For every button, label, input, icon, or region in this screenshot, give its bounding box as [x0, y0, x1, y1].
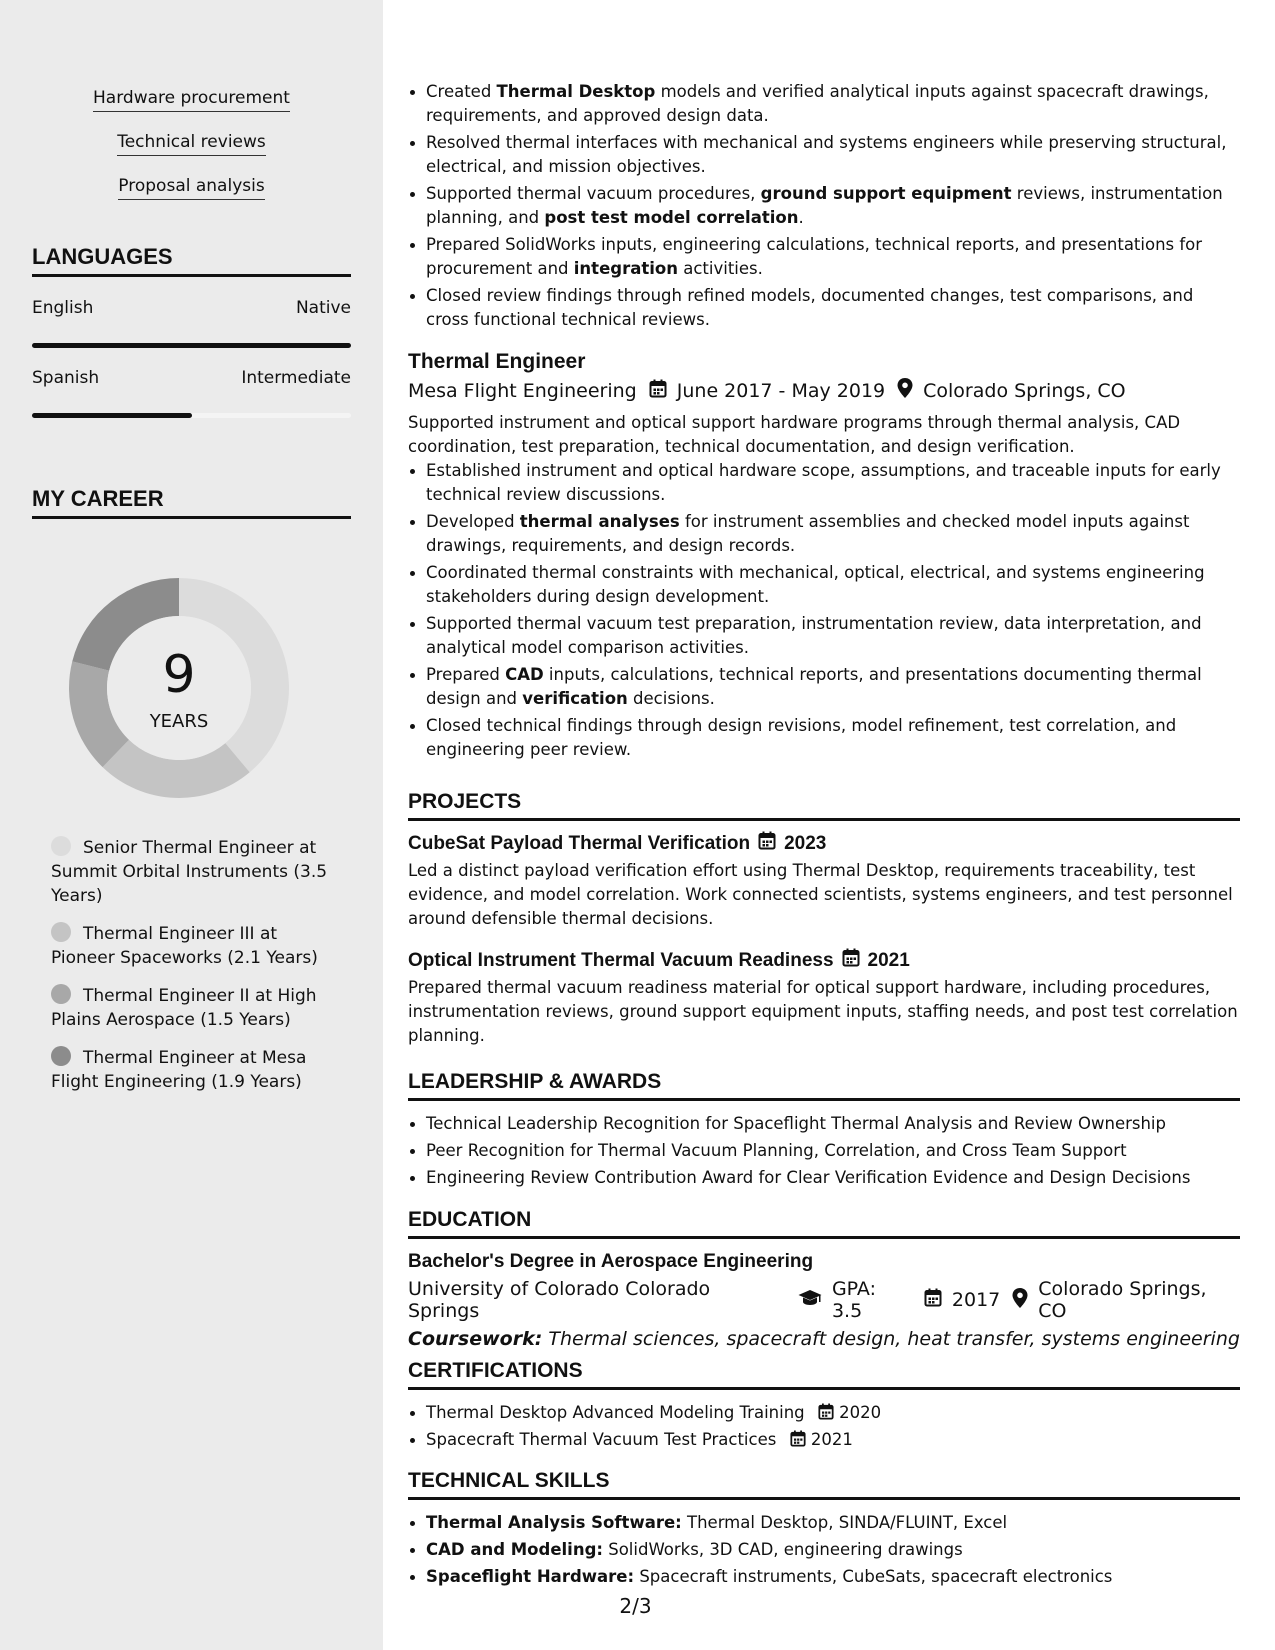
gpa: GPA: 3.5 [831, 1278, 876, 1322]
cert-year: 2021 [810, 1430, 853, 1449]
skill-link: Technical reviews [117, 132, 266, 156]
language-name: Spanish [32, 368, 100, 388]
map-pin-icon [897, 378, 913, 403]
text: models and verified analytical inputs against spacecraft drawings, requirements, and approved design data. [426, 82, 1209, 125]
text: Supported thermal vacuum test preparation, instrumentation review, data interpretation, and analytical model comparison activities. [426, 614, 1202, 657]
legend-item [51, 836, 341, 908]
text: Coordinated thermal constraints with mechanical, optical, electrical, and systems engineering stakeholders during design development. [426, 563, 1205, 606]
text: activities. [677, 259, 763, 278]
main-content [408, 0, 1240, 1650]
job-meta [408, 378, 1240, 403]
legend-label: Thermal Engineer III at Pioneer Spaceworks (2.1 Years) [51, 924, 318, 968]
bold-text: ground support equipment [760, 184, 1012, 203]
project-description: Led a distinct payload verification effort using Thermal Desktop, requirements traceability, test evidence, and model correlation. Work connected scientists, systems engineers, and test personnel around defensible thermal decisions. [408, 861, 1233, 928]
sidebar [0, 0, 383, 1650]
skill-value: Spacecraft instruments, CubeSats, spacecraft electronics [639, 1567, 1113, 1586]
bold-text: Thermal Desktop [496, 82, 656, 101]
cert-year: 2020 [839, 1403, 882, 1422]
language-bar [32, 413, 351, 418]
skill-label: Spaceflight Hardware: [426, 1567, 635, 1586]
career-heading: MY CAREER [32, 486, 351, 519]
calendar-icon [790, 1430, 806, 1449]
leadership-list [408, 1112, 1240, 1193]
previous-job-bullets [408, 80, 1240, 335]
language-level: Intermediate [241, 368, 351, 388]
list-item [408, 459, 1240, 507]
job-entry [408, 350, 1240, 765]
legend-label: Thermal Engineer II at High Plains Aerospace (1.5 Years) [51, 986, 317, 1030]
languages-heading: LANGUAGES [32, 244, 351, 277]
language-bar-fill [32, 413, 192, 418]
job-summary: Supported instrument and optical support hardware programs through thermal analysis, CAD coordination, test preparation, technical documentation, and design verification. [408, 413, 1181, 456]
calendar-icon [649, 379, 667, 403]
education-meta [408, 1278, 1240, 1322]
legend-dot [51, 1046, 71, 1066]
project-year: 2023 [784, 832, 827, 854]
legend-dot [51, 922, 71, 942]
bold-text: integration [573, 259, 678, 278]
legend-dot [51, 984, 71, 1004]
cert-name: Spacecraft Thermal Vacuum Test Practices [426, 1430, 777, 1449]
legend-dot [51, 836, 71, 856]
legend-item [51, 1046, 341, 1094]
school-location: Colorado Springs, CO [1038, 1278, 1207, 1322]
text: for instrument assemblies and checked model inputs against drawings, requirements, and design records. [426, 512, 1190, 555]
skills-list [408, 1511, 1240, 1589]
calendar-icon [758, 831, 776, 856]
legend-item [51, 922, 341, 970]
graduation-cap-icon [798, 1289, 822, 1312]
text: Prepared [426, 665, 506, 684]
list-item [408, 1565, 1240, 1589]
job-location: Colorado Springs, CO [923, 379, 1126, 402]
list-item: Technical Leadership Recognition for Spaceflight Thermal Analysis and Review Ownership [408, 1112, 1240, 1136]
project-title-row [408, 948, 1240, 973]
list-item [408, 510, 1240, 558]
text: reviews, instrumentation planning, and [426, 184, 1223, 227]
text: Closed review findings through refined models, documented changes, test comparisons, and cross functional technical reviews. [426, 286, 1194, 329]
certifications-heading: CERTIFICATIONS [408, 1359, 1240, 1390]
school: University of Colorado Colorado Springs [408, 1278, 711, 1322]
degree: Bachelor's Degree in Aerospace Engineering [408, 1251, 814, 1272]
skills-heading: TECHNICAL SKILLS [408, 1469, 1240, 1500]
bold-text: post test model correlation [544, 208, 799, 227]
list-item [408, 131, 1240, 179]
job-company: Mesa Flight Engineering [408, 379, 637, 402]
project-item [408, 831, 1240, 931]
coursework-label: Coursework: [408, 1328, 543, 1350]
list-item [408, 714, 1240, 762]
text: Supported thermal vacuum procedures, [426, 184, 761, 203]
calendar-icon [818, 1403, 834, 1422]
job-bullets [408, 459, 1240, 762]
job-dates: June 2017 - May 2019 [676, 379, 886, 402]
language-bar-fill [32, 343, 351, 348]
career-total: 9 [162, 645, 196, 705]
list-item [408, 80, 1240, 128]
text: Created [426, 82, 497, 101]
page-number-text: 2/3 [619, 1594, 652, 1618]
graduation-year: 2017 [951, 1289, 1001, 1311]
language-bar [32, 343, 351, 348]
cert-name: Thermal Desktop Advanced Modeling Training [426, 1403, 805, 1422]
map-pin-icon [1012, 1288, 1028, 1313]
skill-value: Thermal Desktop, SINDA/FLUINT, Excel [687, 1513, 1008, 1532]
sidebar-skills [0, 88, 383, 220]
text: Prepared SolidWorks inputs, engineering calculations, technical reports, and presentations for procurement and [426, 235, 1203, 278]
leadership-heading: LEADERSHIP & AWARDS [408, 1070, 1240, 1101]
education-entry [408, 1251, 1240, 1350]
list-item [408, 1511, 1240, 1535]
list-item [408, 561, 1240, 609]
coursework-text: Thermal sciences, spacecraft design, heat transfer, systems engineering [548, 1328, 1240, 1350]
list-item: Engineering Review Contribution Award for Clear Verification Evidence and Design Decisions [408, 1166, 1240, 1190]
skill-label: Thermal Analysis Software: [426, 1513, 682, 1532]
text: inputs, calculations, technical reports, and presentations documenting thermal design and [426, 665, 1202, 708]
job-title: Thermal Engineer [408, 350, 586, 373]
text: Developed [426, 512, 520, 531]
list-item [408, 1401, 1240, 1425]
text: Established instrument and optical hardware scope, assumptions, and traceable inputs for early technical review discussions. [426, 461, 1221, 504]
project-title-row [408, 831, 1240, 856]
skill-label: CAD and Modeling: [426, 1540, 603, 1559]
legend-label: Thermal Engineer at Mesa Flight Engineering (1.9 Years) [51, 1048, 307, 1092]
skill-link: Hardware procurement [93, 88, 290, 112]
list-item [408, 233, 1240, 281]
bold-text: thermal analyses [519, 512, 680, 531]
page-number [0, 1594, 1275, 1618]
language-row [32, 368, 351, 388]
project-title: CubeSat Payload Thermal Verification [408, 832, 751, 854]
list-item [408, 1428, 1240, 1452]
language-level: Native [295, 298, 351, 318]
list-item [408, 284, 1240, 332]
list-item: Peer Recognition for Thermal Vacuum Planning, Correlation, and Cross Team Support [408, 1139, 1240, 1163]
career-donut [66, 575, 292, 801]
legend-label: Senior Thermal Engineer at Summit Orbital Instruments (3.5 Years) [51, 838, 328, 906]
career-legend [51, 836, 341, 1108]
list-item [408, 612, 1240, 660]
text: Closed technical findings through design revisions, model refinement, test correlation, and engineering peer review. [426, 716, 1177, 759]
certifications-list [408, 1401, 1240, 1452]
bold-text: verification [522, 689, 628, 708]
career-unit: YEARS [149, 711, 209, 732]
calendar-icon [924, 1288, 942, 1312]
text: decisions. [627, 689, 715, 708]
calendar-icon [842, 948, 860, 973]
language-name: English [32, 298, 94, 318]
coursework [408, 1328, 1240, 1350]
bold-text: CAD [505, 665, 544, 684]
text: . [798, 208, 804, 227]
skill-link: Proposal analysis [118, 176, 264, 200]
donut-center [66, 575, 292, 801]
project-item [408, 948, 1240, 1048]
skill-value: SolidWorks, 3D CAD, engineering drawings [608, 1540, 963, 1559]
text: Resolved thermal interfaces with mechanical and systems engineers while preserving structural, electrical, and mission objectives. [426, 133, 1227, 176]
legend-item [51, 984, 341, 1032]
list-item [408, 1538, 1240, 1562]
list-item [408, 182, 1240, 230]
project-description: Prepared thermal vacuum readiness material for optical support hardware, including procedures, instrumentation reviews, ground support equipment inputs, staffing needs, and post test correlation planning. [408, 978, 1238, 1045]
project-year: 2021 [867, 949, 910, 971]
education-heading: EDUCATION [408, 1208, 1240, 1239]
projects-heading: PROJECTS [408, 790, 1240, 821]
language-row [32, 298, 351, 318]
list-item [408, 663, 1240, 711]
project-title: Optical Instrument Thermal Vacuum Readiness [408, 949, 834, 971]
